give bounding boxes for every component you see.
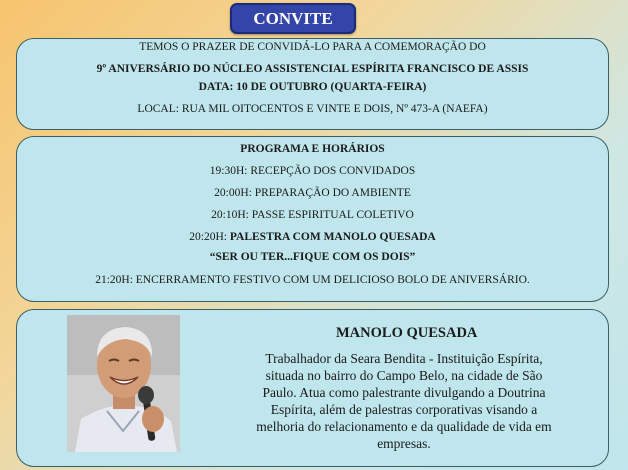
bio-line: Espírita, além de palestras corporativas visando a bbox=[270, 402, 538, 417]
bio-line: empresas. bbox=[377, 436, 431, 451]
program-item: 21:20H: ENCERRAMENTO FESTIVO COM UM DELICIOSO BOLO DE ANIVERSÁRIO. bbox=[95, 274, 530, 286]
bio-line: Trabalhador da Seara Bendita - Instituição Espírita, bbox=[265, 351, 543, 366]
speaker-photo bbox=[67, 315, 180, 452]
program-panel bbox=[16, 136, 609, 302]
speaker-name: MANOLO QUESADA bbox=[336, 325, 478, 341]
bio-line: melhoria do relacionamento e da qualidade de vida em bbox=[256, 419, 552, 434]
event-name: 9º ANIVERSÁRIO DO NÚCLEO ASSISTENCIAL ESPÍRITA FRANCISCO DE ASSIS bbox=[96, 63, 529, 75]
event-location: LOCAL: RUA MIL OITOCENTOS E VINTE E DOIS, Nº 473-A (NAEFA) bbox=[137, 103, 488, 115]
speaker-portrait-image bbox=[67, 315, 180, 452]
invitation-intro: TEMOS O PRAZER DE CONVIDÁ-LO PARA A COMEMORAÇÃO DO bbox=[139, 41, 486, 53]
program-item: 20:00H: PREPARAÇÃO DO AMBIENTE bbox=[214, 187, 411, 199]
invitation-title: CONVITE bbox=[230, 3, 356, 34]
bio-line: situada no bairro do Campo Belo, na cidade de São bbox=[265, 368, 543, 383]
program-item: 19:30H: RECEPÇÃO DOS CONVIDADOS bbox=[209, 165, 416, 177]
talk-title: “SER OU TER...FIQUE COM OS DOIS” bbox=[209, 251, 416, 263]
invitation-panel bbox=[16, 38, 609, 130]
program-item: 20:10H: PASSE ESPIRITUAL COLETIVO bbox=[211, 209, 414, 221]
speaker-bio bbox=[216, 350, 592, 452]
program-heading: PROGRAMA E HORÁRIOS bbox=[240, 143, 385, 155]
program-item: 20:20H: PALESTRA COM MANOLO QUESADA bbox=[189, 231, 436, 243]
event-date: DATA: 10 DE OUTUBRO (QUARTA-FEIRA) bbox=[198, 81, 427, 93]
bio-line: Paulo. Atua como palestrante divulgando a Doutrina bbox=[262, 385, 546, 400]
